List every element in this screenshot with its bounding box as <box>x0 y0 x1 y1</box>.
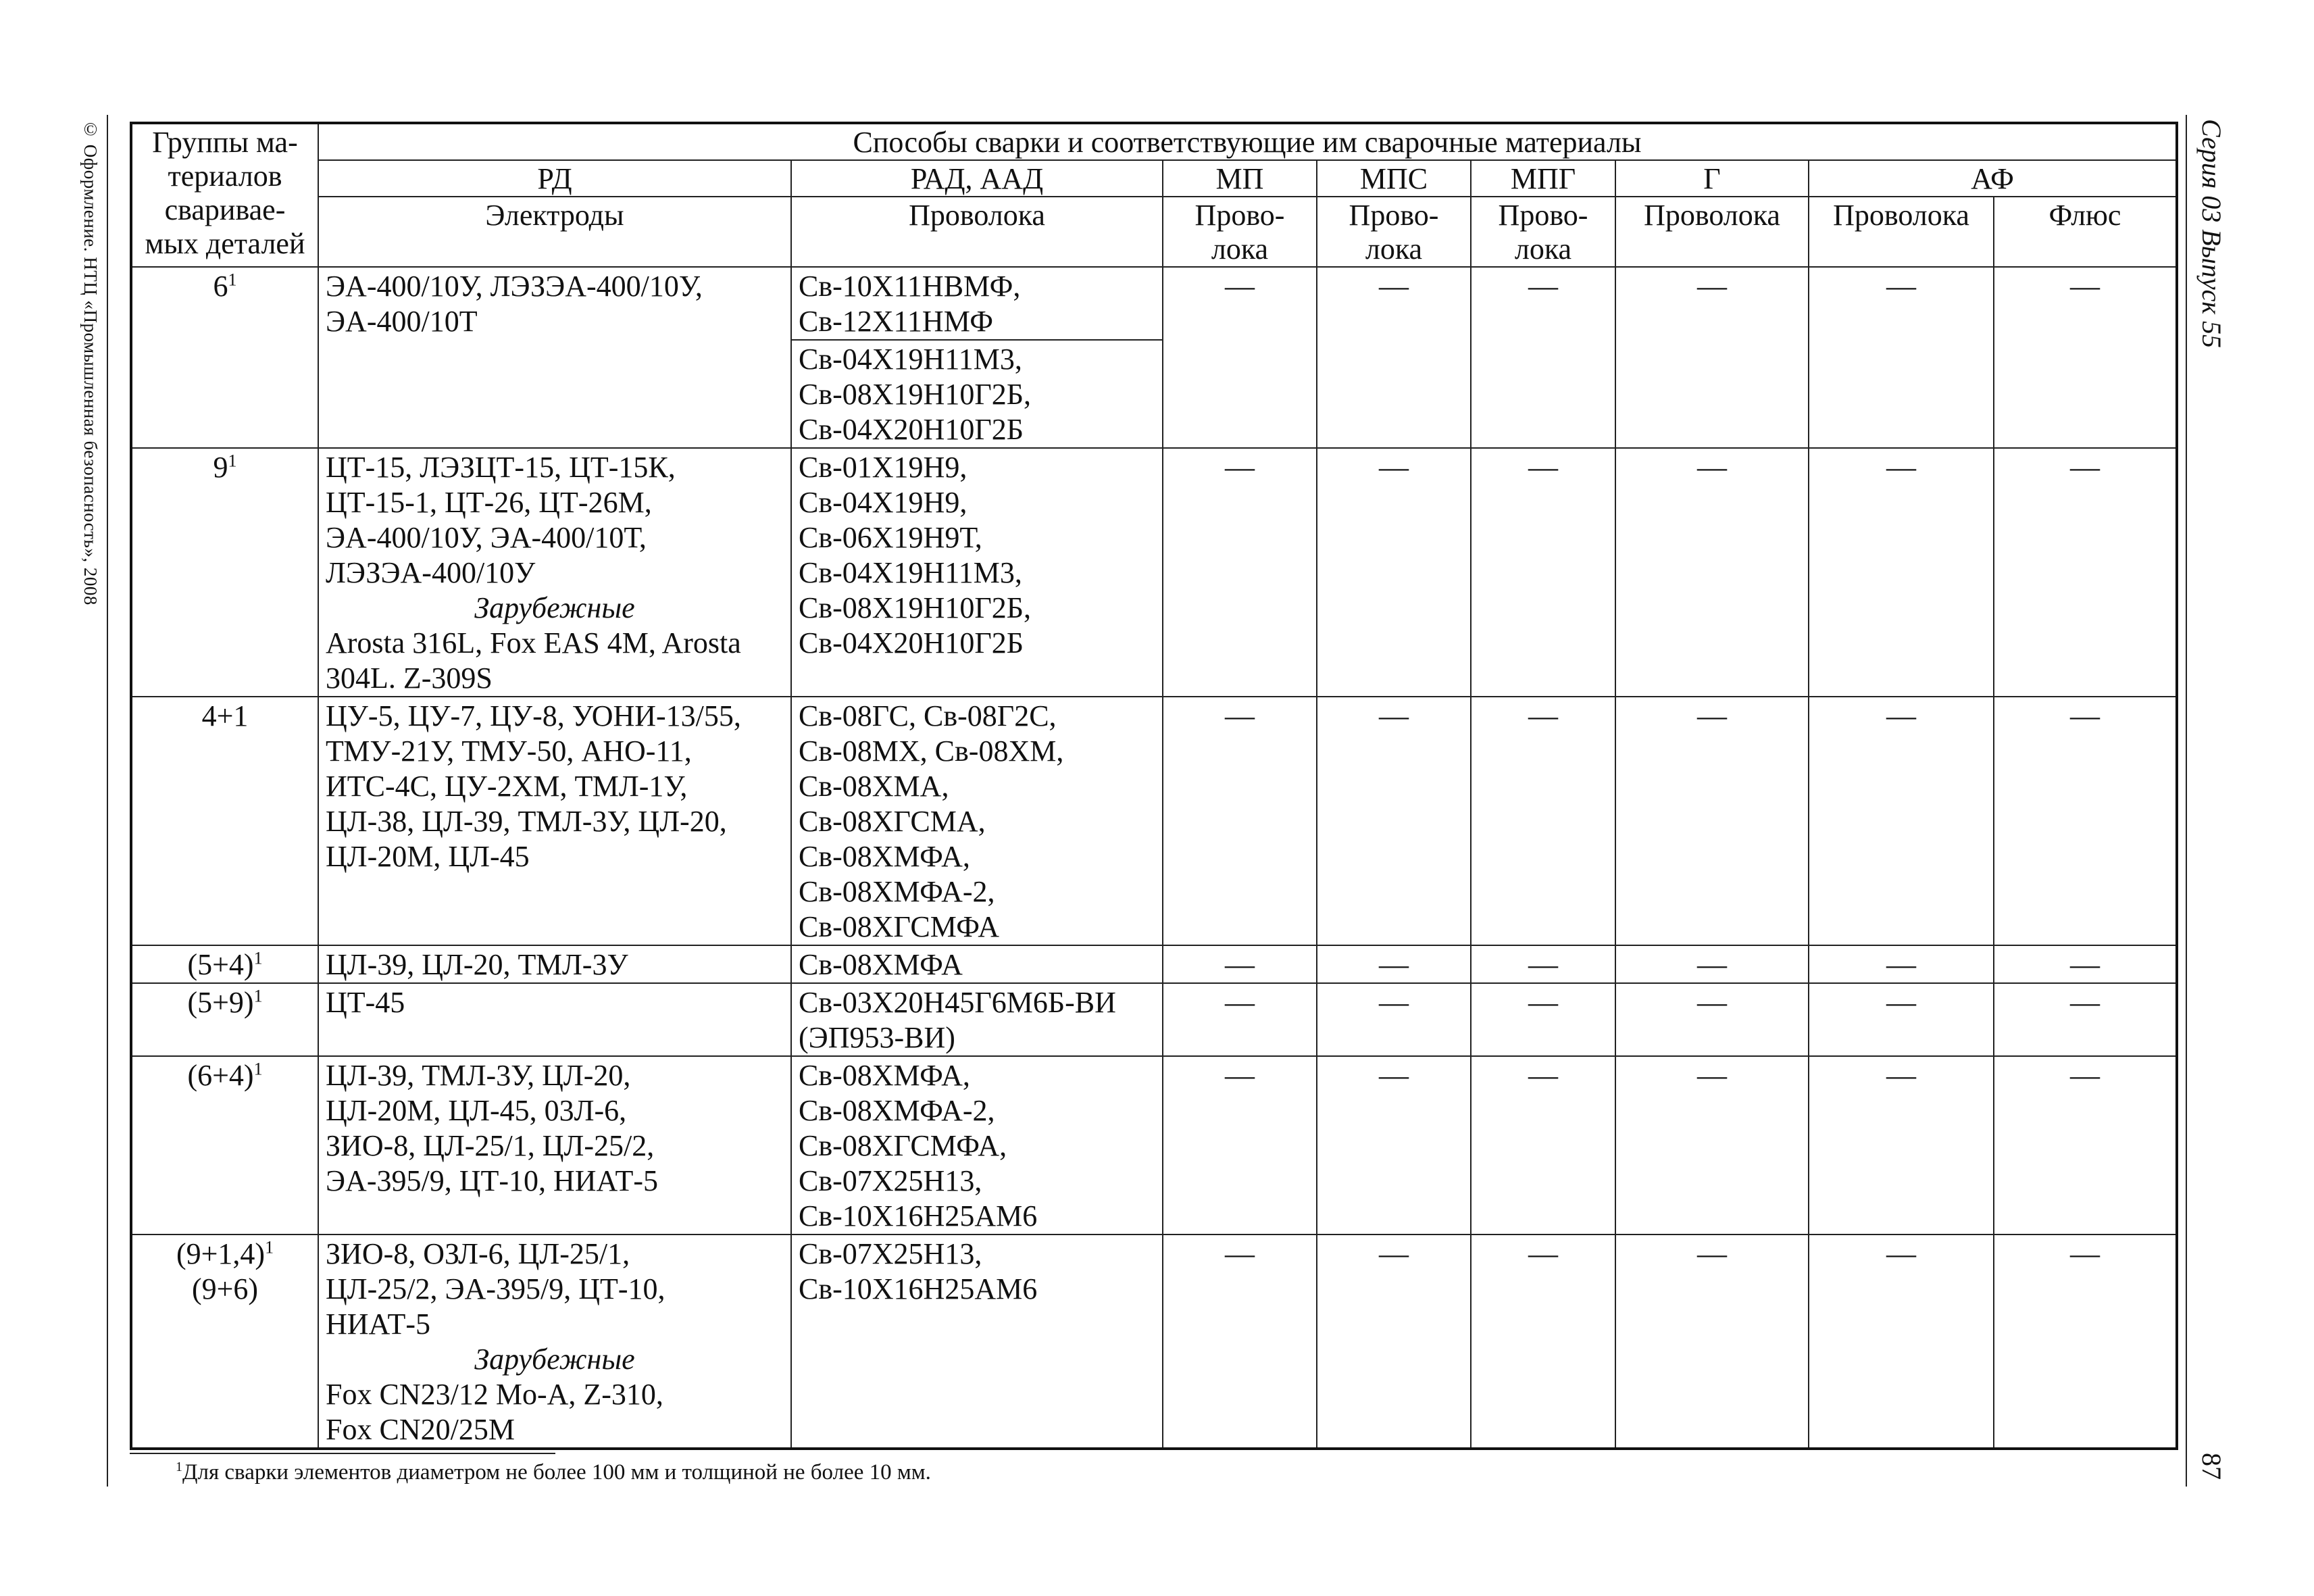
electrodes-cell: ЦТ-45 <box>318 983 791 1056</box>
material-af-flux: Флюс <box>1994 197 2177 267</box>
group-column-header: Группы ма- териалов сваривае- мых деталей <box>131 123 318 267</box>
table-row <box>131 945 2177 983</box>
group-cell: $(5+4)^1$ <box>131 945 318 983</box>
footnote-rule <box>130 1453 555 1454</box>
dash-cell: — <box>1615 983 1809 1056</box>
dash-cell: — <box>1163 945 1317 983</box>
left-margin-rule <box>107 115 108 1487</box>
header-row-methods <box>131 160 2177 197</box>
dash-cell: — <box>1809 1235 1994 1449</box>
dash-cell: — <box>1809 1056 1994 1235</box>
dash-cell: — <box>1163 1235 1317 1449</box>
electrodes-cell: ЦЛ-39, ТМЛ-3У, ЦЛ-20, ЦЛ-20М, ЦЛ-45, 03Л-6, ЗИО-8, ЦЛ-25/1, ЦЛ-25/2, ЭА-395/9, ЦТ-10, НИАТ-5 <box>318 1056 791 1235</box>
dash-cell: — <box>1615 945 1809 983</box>
method-mps: МПС <box>1317 160 1471 197</box>
table-row <box>131 267 2177 448</box>
material-mps-wire: Прово- лока <box>1317 197 1471 267</box>
footnote: $^1$Для сварки элементов диаметром не более 100 мм и толщиной не более 10 мм. <box>176 1460 931 1485</box>
material-mpg-wire: Прово- лока <box>1471 197 1615 267</box>
dash-cell: — <box>1471 697 1615 945</box>
method-af: АФ <box>1809 160 2177 197</box>
wire-cell: Св-03Х20Н45Г6М6Б-ВИ (ЭП953-ВИ) <box>791 983 1163 1056</box>
dash-cell: — <box>1163 983 1317 1056</box>
dash-cell: — <box>1471 945 1615 983</box>
dash-cell: — <box>1471 983 1615 1056</box>
material-g-wire: Проволока <box>1615 197 1809 267</box>
dash-cell: — <box>1471 267 1615 448</box>
dash-cell: — <box>1809 697 1994 945</box>
group-cell: $9^1$ <box>131 448 318 697</box>
material-af-wire: Проволока <box>1809 197 1994 267</box>
dash-cell: — <box>1163 1056 1317 1235</box>
wire-cell: Св-07Х25Н13, Св-10Х16Н25АМ6 <box>791 1235 1163 1449</box>
electrodes-cell: ЗИО-8, ОЗЛ-6, ЦЛ-25/1, ЦЛ-25/2, ЭА-395/9, ЦТ-10, НИАТ-5 Зарубежные Fox CN23/12 Mo-A, Z-310, Fox CN20/25M <box>318 1235 791 1449</box>
dash-cell: — <box>1471 1235 1615 1449</box>
dash-cell: — <box>1317 1056 1471 1235</box>
dash-cell: — <box>1994 448 2177 697</box>
header-row-1 <box>131 123 2177 160</box>
electrodes-cell: ЦТ-15, ЛЭЗЦТ-15, ЦТ-15К, ЦТ-15-1, ЦТ-26, ЦТ-26М, ЭА-400/10У, ЭА-400/10Т, ЛЭЗЭА-400/10У Зарубежные Arosta 316L, Fox EAS 4M, Arosta 304L. Z-309S <box>318 448 791 697</box>
dash-cell: — <box>1317 983 1471 1056</box>
header-row-materials <box>131 197 2177 267</box>
table-row <box>131 448 2177 697</box>
wire-subcell: Св-04Х19Н11М3, Св-08Х19Н10Г2Б, Св-04Х20Н10Г2Б <box>792 339 1162 447</box>
dash-cell: — <box>1317 267 1471 448</box>
right-margin-rule <box>2186 115 2187 1487</box>
method-rad: РАД, ААД <box>791 160 1163 197</box>
dash-cell: — <box>1471 448 1615 697</box>
electrodes-cell: ЦЛ-39, ЦЛ-20, ТМЛ-3У <box>318 945 791 983</box>
wire-cell: Св-08ХМФА <box>791 945 1163 983</box>
dash-cell: — <box>1809 448 1994 697</box>
foreign-label: Зарубежные <box>474 591 635 624</box>
dash-cell: — <box>1615 697 1809 945</box>
dash-cell: — <box>1994 945 2177 983</box>
material-mp-wire: Прово- лока <box>1163 197 1317 267</box>
wire-subcell: Св-10Х11НВМФ, Св-12Х11НМФ <box>799 270 1021 338</box>
page-number: 87 <box>2196 1453 2227 1480</box>
dash-cell: — <box>1163 697 1317 945</box>
dash-cell: — <box>1994 1056 2177 1235</box>
dash-cell: — <box>1615 267 1809 448</box>
group-cell: $(6+4)^1$ <box>131 1056 318 1235</box>
table-row <box>131 983 2177 1056</box>
dash-cell: — <box>1317 1235 1471 1449</box>
group-cell: 4+1 <box>131 697 318 945</box>
dash-cell: — <box>1615 448 1809 697</box>
series-margin-text: Серия 03 Выпуск 55 <box>2196 119 2227 349</box>
dash-cell: — <box>1163 448 1317 697</box>
wire-cell: Св-08ГС, Св-08Г2С, Св-08МХ, Св-08ХМ, Св-08ХМА, Св-08ХГСМА, Св-08ХМФА, Св-08ХМФА-2, Св-08ХГСМФА <box>791 697 1163 945</box>
dash-cell: — <box>1615 1056 1809 1235</box>
dash-cell: — <box>1809 267 1994 448</box>
dash-cell: — <box>1994 983 2177 1056</box>
dash-cell: — <box>1471 1056 1615 1235</box>
dash-cell: — <box>1317 697 1471 945</box>
foreign-label: Зарубежные <box>474 1343 635 1376</box>
wire-cell: Св-01Х19Н9, Св-04Х19Н9, Св-06Х19Н9Т, Св-04Х19Н11М3, Св-08Х19Н10Г2Б, Св-04Х20Н10Г2Б <box>791 448 1163 697</box>
wire-cell <box>791 267 1163 448</box>
group-cell: $(9+1,4)^1$ (9+6) <box>131 1235 318 1449</box>
dash-cell: — <box>1809 983 1994 1056</box>
dash-cell: — <box>1994 1235 2177 1449</box>
dash-cell: — <box>1163 267 1317 448</box>
dash-cell: — <box>1809 945 1994 983</box>
dash-cell: — <box>1317 448 1471 697</box>
copyright-margin-text: © Оформление. НТЦ «Промышленная безопасность», 2008 <box>80 119 101 605</box>
dash-cell: — <box>1317 945 1471 983</box>
method-g: Г <box>1615 160 1809 197</box>
group-cell: $(5+9)^1$ <box>131 983 318 1056</box>
method-rd: РД <box>318 160 791 197</box>
material-rad-wire: Проволока <box>791 197 1163 267</box>
electrodes-cell: ЦУ-5, ЦУ-7, ЦУ-8, УОНИ-13/55, ТМУ-21У, ТМУ-50, АНО-11, ИТС-4С, ЦУ-2ХМ, ТМЛ-1У, ЦЛ-38, ЦЛ-39, ТМЛ-3У, ЦЛ-20, ЦЛ-20М, ЦЛ-45 <box>318 697 791 945</box>
material-electrodes: Электроды <box>318 197 791 267</box>
dash-cell: — <box>1615 1235 1809 1449</box>
wire-cell: Св-08ХМФА, Св-08ХМФА-2, Св-08ХГСМФА, Св-07Х25Н13, Св-10Х16Н25АМ6 <box>791 1056 1163 1235</box>
group-cell: $6^1$ <box>131 267 318 448</box>
dash-cell: — <box>1994 267 2177 448</box>
table-row <box>131 1235 2177 1449</box>
electrodes-cell: ЭА-400/10У, ЛЭЗЭА-400/10У, ЭА-400/10Т <box>318 267 791 448</box>
table-row <box>131 1056 2177 1235</box>
table-row <box>131 697 2177 945</box>
main-title-header: Способы сварки и соответствующие им сварочные материалы <box>318 123 2177 160</box>
dash-cell: — <box>1994 697 2177 945</box>
welding-materials-table <box>130 122 2178 1450</box>
method-mpg: МПГ <box>1471 160 1615 197</box>
method-mp: МП <box>1163 160 1317 197</box>
